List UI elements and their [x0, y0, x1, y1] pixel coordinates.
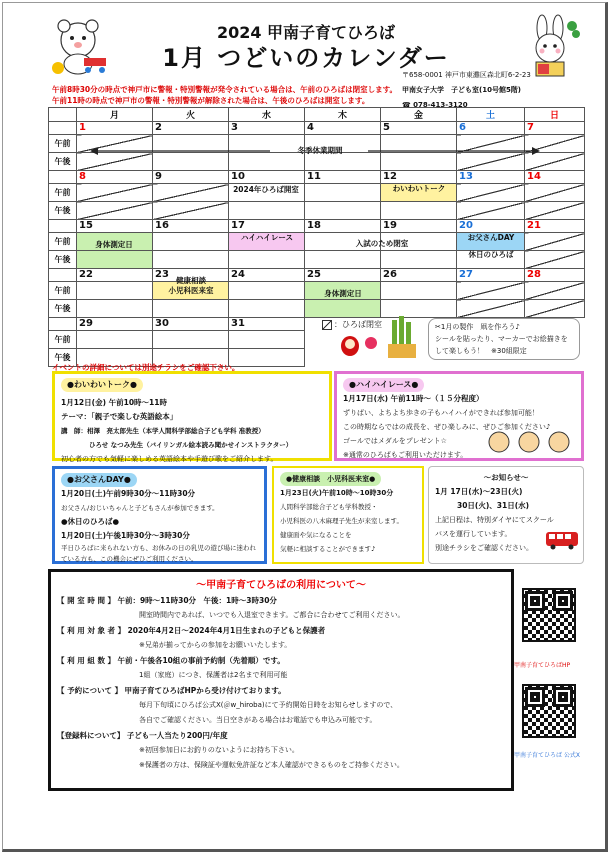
health-line-1: 人間科学部総合子ども学科教授・ — [280, 503, 378, 511]
health-date: 1月23日(火)午前10時～10時30分 — [280, 489, 394, 497]
event-measurement-1: 身体測定日 — [95, 240, 133, 249]
notice-line-3: 別途チラシをご確認ください。 — [435, 544, 533, 552]
groups-note: 1組（家庭）につき、保護者は2名まで利用可能 — [139, 671, 288, 679]
closed-legend-label: ：ひろば閉室 — [334, 320, 382, 329]
haihai-date: 1月17日(水) 午前11時～（１５分程度） — [343, 394, 484, 403]
event-winter-break: 冬季休業期間 — [297, 146, 343, 155]
groups-label: 【 利 用 組 数 】 — [57, 656, 116, 665]
crawling-babies-image — [484, 428, 574, 458]
daruma-icon — [340, 332, 360, 356]
event-details-note: イベントの詳細については別途チラシをご確認下さい。 — [52, 363, 240, 372]
kadomatsu-icon — [384, 316, 420, 360]
haihai-line-1: ずりばい、よちよち歩きの子もハイハイができれば参加可能！ — [343, 409, 539, 417]
waiwai-theme: テーマ：「親子で楽しむ英語絵本」 — [61, 412, 178, 421]
notice-line-1: 上記日程は、特別ダイヤにてスクール — [435, 516, 554, 524]
haihai-line-2: この時期ならではの成長を、ぜひ楽しみに、ぜひご参加ください♪ — [343, 423, 551, 431]
event-health-consult: 健康相談 小児科医来室 — [168, 276, 214, 295]
closed-legend-swatch — [322, 320, 332, 330]
plum-icon — [364, 336, 378, 350]
dad-date-2: 1月20日(土)午後1時30分～3時30分 — [61, 531, 190, 540]
calendar-table: 月 火 水 木 金 土 日 1 2 3 4 5 6 7 午前 午後 8 9 10 11 12 13 14 午前 午後 15 16 17 18 19 20 21 午前 午後 22 23 24 25 26 27 28 午前 午後 29 30 31 午前 午後 — [48, 107, 585, 367]
hours-note: 開室時間内であれば、いつでも入退室できます。ご都合に合わせてご利用ください。 — [139, 611, 405, 619]
calendar-day-header: 月 火 水 木 金 土 日 — [49, 108, 585, 122]
event-holiday-hiroba: 休日のひろば — [468, 250, 514, 259]
craft-notice: ✂1月の製作 凧を作ろう♪ シールを貼ったり、マーカーでお絵描きをして楽しもう！ ※30組限定 — [428, 318, 580, 360]
warning-notice-2: 午前11時の時点で神戸市の警報・特別警報が解除された場合は、午後のひろばは開室します。 — [52, 96, 370, 105]
event-measurement-2: 身体測定日 — [324, 289, 362, 298]
usage-box — [48, 569, 514, 791]
haihai-line-4: ※通常のひろばもご利用いただけます。 — [343, 451, 468, 459]
year-title: 2024 甲南子育てひろば — [216, 23, 396, 42]
health-line-3: 健康面や気になることを — [280, 531, 352, 539]
dad-date-1: 1月20日(土)午前9時30分～11時30分 — [61, 489, 196, 498]
dad-day-box — [52, 466, 267, 564]
dad-title: ●お父さんDAY● — [61, 473, 137, 487]
event-opening: 2024年ひろば開室 — [233, 185, 299, 194]
warning-notice-1: 午前8時30分の時点で神戸市に警報・特別警報が発令されている場合は、午前のひろばは閉室します。 — [52, 85, 398, 94]
week-row: 1 2 3 4 5 6 7 — [49, 122, 585, 135]
health-line-2: 小児科医の八木麻理子先生が来室します。 — [280, 517, 403, 525]
fee-value: 子ども一人当たり200円/年度 — [126, 731, 228, 740]
fee-note-2: ※保護者の方は、保険証や運転免許証など本人確認ができるものをご持参ください。 — [139, 761, 404, 769]
fee-note-1: ※初回参加日にお釣りのないようにお持ち下さい。 — [139, 746, 299, 754]
fee-label: 【登録料について】 — [57, 731, 125, 740]
main-title: 1月 つどいのカレンダー — [162, 44, 450, 72]
dad-desc-1: お父さん/おじいちゃんと子どもさんが参加できます。 — [61, 504, 219, 512]
waiwai-talk-box — [52, 371, 332, 461]
event-haihai-race: ハイハイレース — [241, 233, 293, 242]
waiwai-desc: 初心者の方でも気軽に楽しめる英語絵本や手遊び歌をご紹介します。 — [61, 455, 278, 463]
phone: ☎ 078-413-3120 — [402, 101, 468, 109]
x-qr-code[interactable] — [522, 684, 576, 738]
reserve-note-2: 各自でご確認ください。当日空きがある場合はお電話でも申込み可能です。 — [139, 716, 377, 724]
holiday-title: ●休日のひろば● — [61, 517, 120, 526]
hours-value: 午前：9時～11時30分 午後：1時～3時30分 — [117, 596, 277, 605]
dad-desc-2: 平日ひろばに来られない方も、お休みの日の乳児の遊び場に迷われている方も、この機会にぜひご利用ください。 — [61, 544, 256, 563]
target-label: 【 利 用 対 象 者 】 — [57, 626, 126, 635]
health-consult-box — [272, 466, 424, 564]
haihai-line-3: ゴールではメダルをプレゼント☆ — [343, 437, 447, 445]
target-value: 2020年4月2日～2024年4月1日生まれの子どもと保護者 — [127, 626, 326, 635]
x-qr-label: 甲南子育てひろば 公式X — [514, 752, 581, 759]
health-line-4: 気軽に相談することができます♪ — [280, 545, 376, 553]
waiwai-title: ●わいわいトーク● — [61, 378, 143, 392]
waiwai-lecturer-1: 講 師：相澤 亮太郎先生（本学人間科学部総合子ども学科 准教授） — [61, 427, 265, 435]
address: 〒658-0001 神戸市東灘区森北町6-2-23 甲南女子大学 子ども室(10号館5階) ☎ 078-413-3120 — [402, 71, 531, 109]
usage-title: ～甲南子育てひろばの利用について～ — [196, 580, 366, 591]
reserve-label: 【 予約について 】 — [57, 686, 123, 695]
waiwai-lecturer-2: ひろせ なつみ先生（バイリンガル絵本読み聞かせインストラクター） — [89, 441, 293, 449]
event-waiwai-talk: わいわいトーク — [392, 184, 446, 193]
bus-icon — [545, 530, 579, 550]
event-exam-closed: 入試のため閉室 — [355, 239, 409, 248]
haihai-title: ●ハイハイレース● — [343, 378, 424, 392]
notice-dates-2: 30日(火)、31日(水) — [457, 501, 530, 510]
reserve-value: 甲南子育てひろばHPから受け付けております。 — [124, 686, 286, 695]
groups-value: 午前・午後各10組の事前予約制（先着順）です。 — [117, 656, 285, 665]
target-note: ※兄弟が揃ってからの参加をお願いいたします。 — [139, 641, 292, 649]
notice-dates-1: 1月 17日(水)～23日(火) — [435, 487, 523, 496]
hours-label: 【 開 室 時 間 】 — [57, 596, 116, 605]
waiwai-date: 1月12日(金) 午前10時～11時 — [61, 398, 167, 407]
notice-line-2: バスを運行しています。 — [435, 530, 512, 538]
event-dad-day: お父さんDAY — [467, 233, 515, 242]
hp-qr-label: 甲南子育てひろばHP — [514, 662, 571, 669]
hp-qr-code[interactable] — [522, 588, 576, 642]
reserve-note-1: 毎月下旬頃にひろば公式X(＠w_hiroba)にて予約開始日時をお知らせしますので、 — [139, 701, 398, 709]
health-title: ●健康相談 小児科医来室● — [280, 472, 381, 486]
notice-title: ～お知らせ～ — [483, 473, 529, 482]
